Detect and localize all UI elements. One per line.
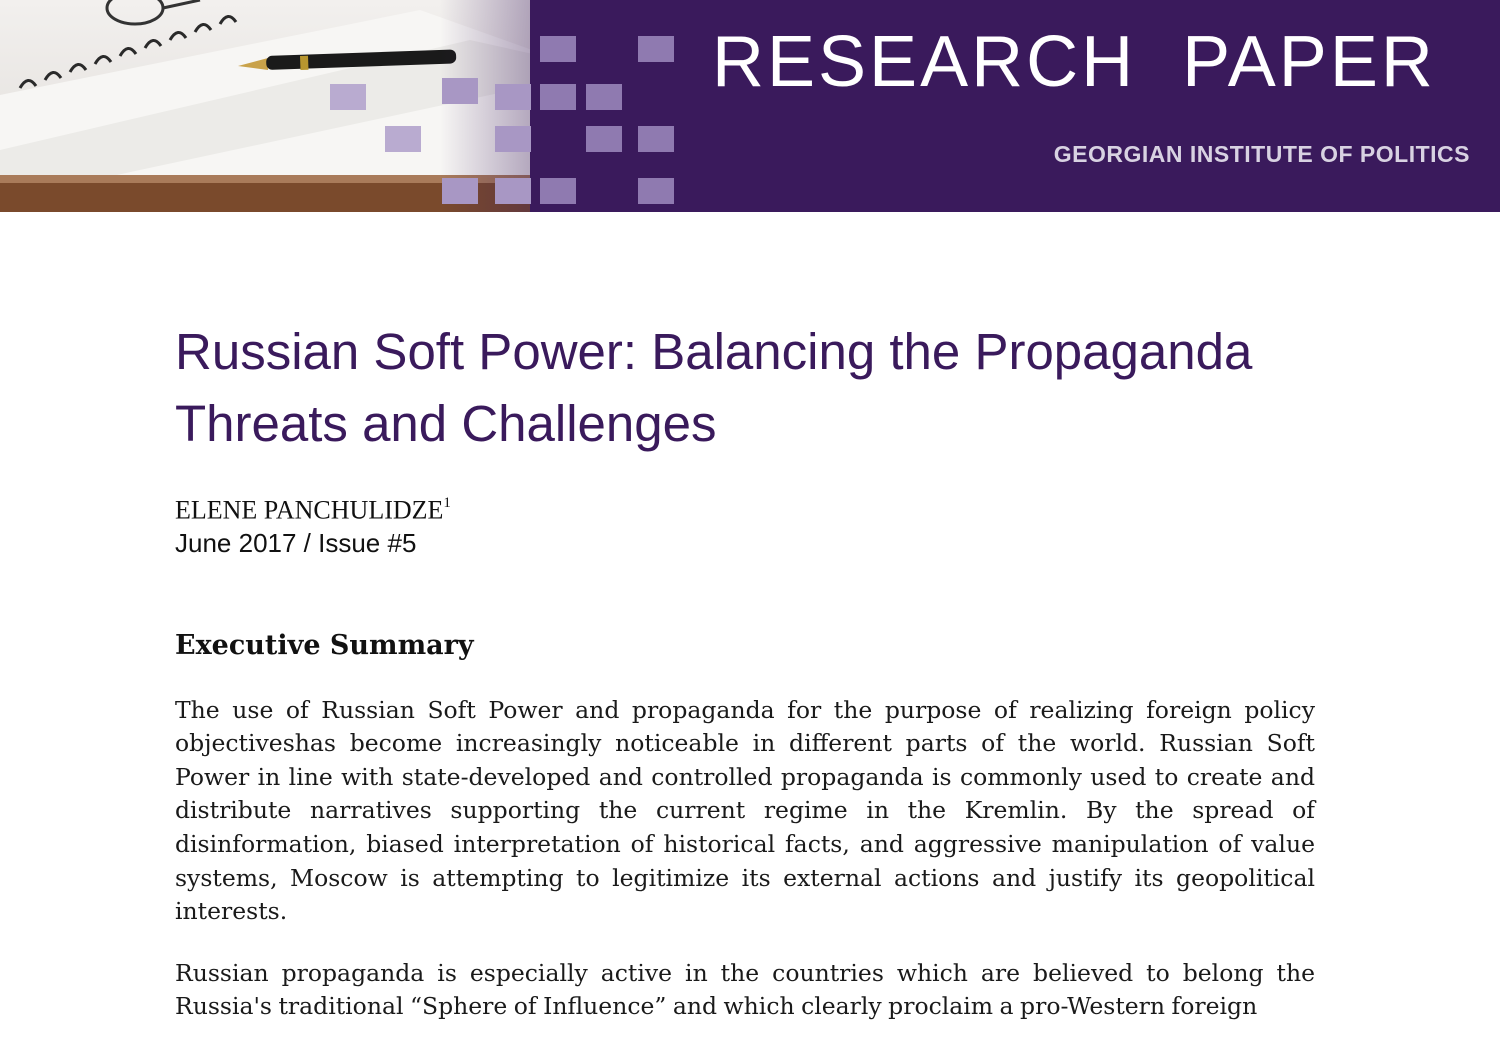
decor-square [586, 84, 622, 110]
header-banner [0, 0, 1500, 212]
decor-square [442, 78, 478, 104]
decor-square [385, 126, 421, 152]
document-title: Russian Soft Power: Balancing the Propaganda Threats and Challenges [175, 323, 1253, 452]
decor-square [638, 178, 674, 204]
decor-square [638, 126, 674, 152]
banner-title: RESEARCH PAPER [712, 22, 1436, 102]
summary-paragraph: Russian propaganda is especially active in the countries which are believed to belong the Russia's traditional “Sphere of Influence” and which clearly proclaim a pro-Western foreign [175, 958, 1315, 1021]
summary-paragraph: The use of Russian Soft Power and propaganda for the purpose of realizing foreign policy objectiveshas become increasingly noticeable in different parts of the world. Russian Soft Power in line with state-developed and controlled propaganda is commonly used to create and distribute narratives supporting the current regime in the Kremlin. By the spread of disinformation, biased interpretation of historical facts, and aggressive manipulation of value systems, Moscow is attempting to legitimize its external actions and justify its geopolitical interests. [175, 695, 1315, 926]
decor-square [540, 178, 576, 204]
banner-subtitle: GEORGIAN INSTITUTE OF POLITICS [1053, 141, 1470, 167]
decor-square [638, 36, 674, 62]
author-name: ELENE PANCHULIDZE [175, 495, 444, 525]
document-body [175, 316, 1315, 1048]
author-line [175, 490, 1315, 526]
decor-square [495, 178, 531, 204]
section-heading: Executive Summary [175, 629, 474, 661]
decor-square [442, 178, 478, 204]
decor-square [495, 126, 531, 152]
decor-square [330, 84, 366, 110]
decor-square [540, 36, 576, 62]
issue-date: June 2017 / Issue #5 [175, 527, 417, 558]
author-footnote-marker[interactable]: 1 [443, 495, 451, 511]
decor-square [586, 126, 622, 152]
decor-square [540, 84, 576, 110]
decor-square [495, 84, 531, 110]
